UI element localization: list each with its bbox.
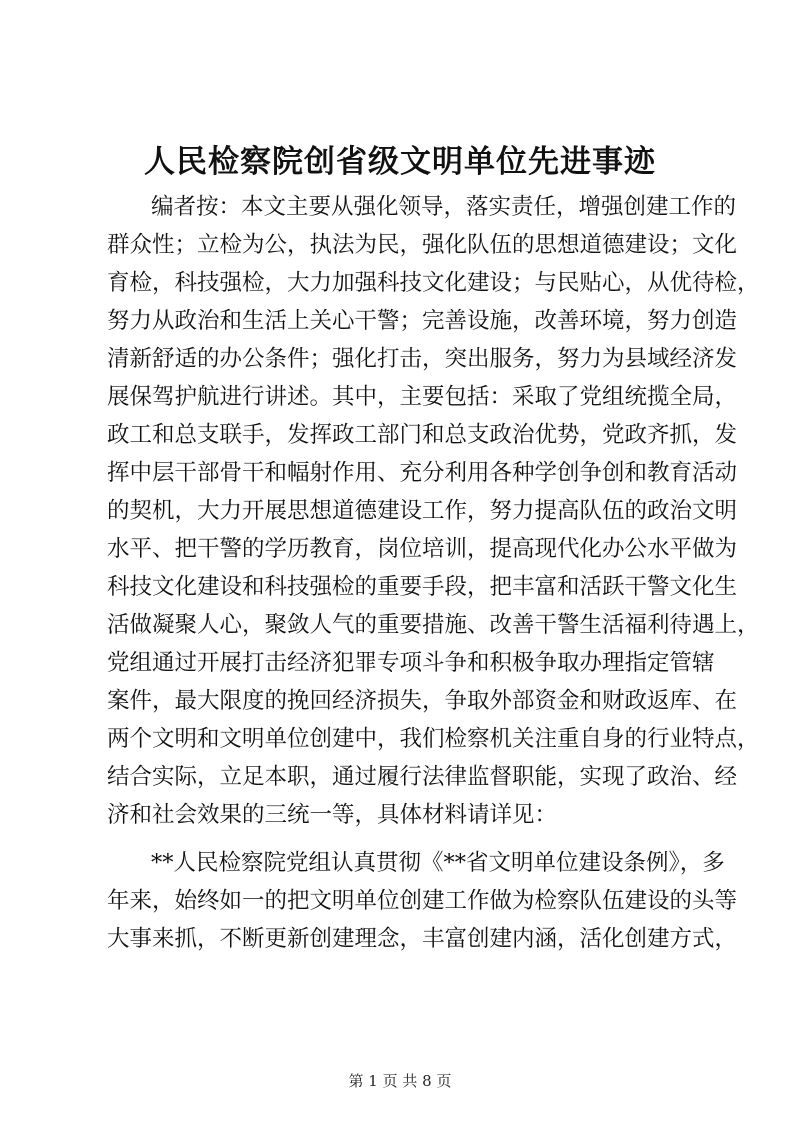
paragraph-line: 群众性；立检为公，执法为民，强化队伍的思想道德建设；文化 bbox=[107, 232, 738, 258]
paragraph-line: 努力从政治和生活上关心干警；完善设施，改善环境，努力创造 bbox=[107, 308, 738, 334]
paragraph-spacer bbox=[107, 834, 697, 844]
paragraph-line: 挥中层干部骨干和幅射作用、充分利用各种学创争创和教育活动 bbox=[107, 460, 738, 486]
paragraph-line: 编者按：本文主要从强化领导，落实责任，增强创建工作的 bbox=[151, 194, 737, 220]
paragraph-line: 案件，最大限度的挽回经济损失，争取外部资金和财政返库、在 bbox=[107, 688, 738, 714]
paragraph-line: 结合实际，立足本职，通过履行法律监督职能，实现了政治、经 bbox=[107, 764, 738, 790]
paragraph-line: 政工和总支联手，发挥政工部门和总支政治优势，党政齐抓，发 bbox=[107, 422, 738, 448]
page-title: 人民检察院创省级文明单位先进事迹 bbox=[144, 144, 656, 180]
paragraph-line: 大事来抓，不断更新创建理念，丰富创建内涵，活化创建方式， bbox=[107, 926, 738, 952]
paragraph-line: 济和社会效果的三统一等，具体材料请详见： bbox=[107, 802, 558, 828]
paragraph-line: 的契机，大力开展思想道德建设工作，努力提高队伍的政治文明 bbox=[107, 498, 738, 524]
paragraph-line: 活做凝聚人心，聚敛人气的重要措施、改善干警生活福利待遇上， bbox=[107, 612, 760, 638]
paragraph-line: 党组通过开展打击经济犯罪专项斗争和积极争取办理指定管辖 bbox=[107, 650, 715, 676]
document-body bbox=[107, 188, 760, 958]
paragraph-line: 科技文化建设和科技强检的重要手段，把丰富和活跃干警文化生 bbox=[107, 574, 738, 600]
paragraph-line: 清新舒适的办公条件；强化打击，突出服务，努力为县域经济发 bbox=[107, 346, 738, 372]
paragraph-line: 育检，科技强检，大力加强科技文化建设；与民贴心，从优待检， bbox=[107, 270, 760, 296]
paragraph-line: **人民检察院党组认真贯彻《**省文明单位建设条例》，多 bbox=[151, 850, 725, 876]
paragraph-line: 年来，始终如一的把文明单位创建工作做为检察队伍建设的头等 bbox=[107, 888, 738, 914]
paragraph-line: 水平、把干警的学历教育，岗位培训，提高现代化办公水平做为 bbox=[107, 536, 738, 562]
paragraph-line: 展保驾护航进行讲述。其中，主要包括：采取了党组统揽全局， bbox=[107, 384, 738, 410]
paragraph-line: 两个文明和文明单位创建中，我们检察机关注重自身的行业特点， bbox=[107, 726, 760, 752]
page-number-footer: 第 1 页 共 8 页 bbox=[348, 1072, 452, 1090]
